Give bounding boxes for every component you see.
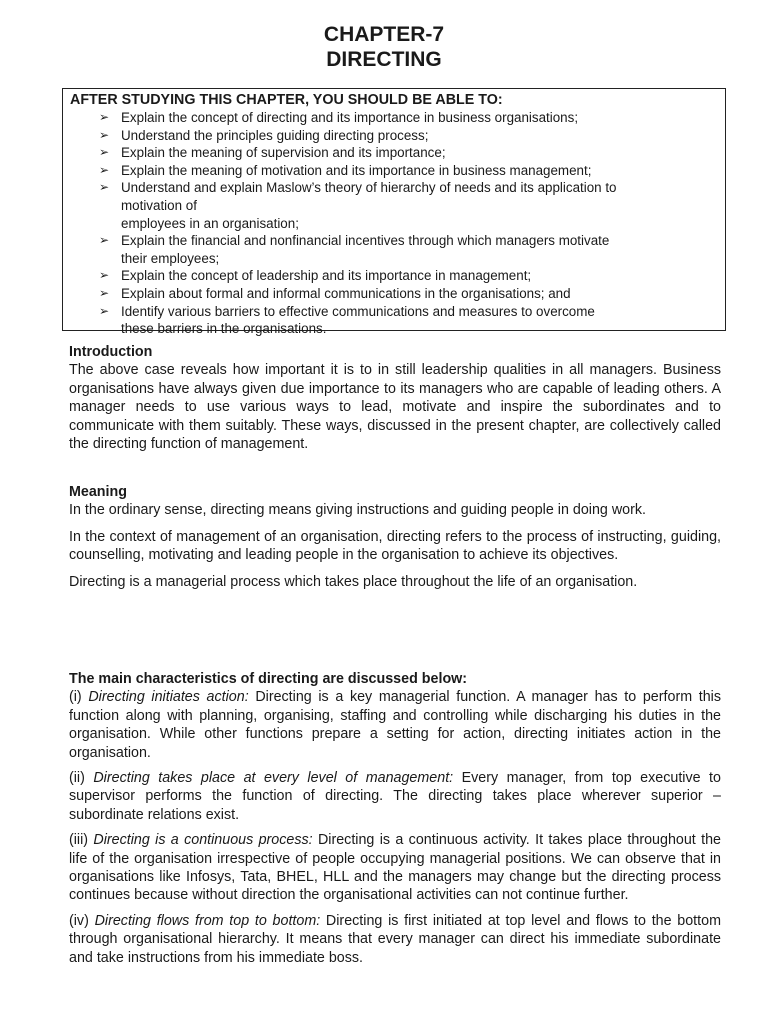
arrow-bullet-icon: ➢ (99, 233, 110, 248)
objective-text-line: motivation of (121, 197, 197, 213)
characteristic-number: (iii) (69, 832, 94, 849)
learning-objectives-box (62, 88, 726, 337)
characteristics-heading: The main characteristics of directing are discussed below: (69, 671, 468, 687)
characteristic-item (69, 912, 721, 967)
objective-item (70, 267, 717, 285)
introduction-heading: Introduction (69, 344, 153, 360)
objective-item (70, 109, 717, 127)
characteristics-list (69, 688, 721, 967)
objective-item (70, 285, 717, 303)
objective-text-line: Explain the financial and nonfinancial incentives through which managers motivate (121, 233, 610, 249)
objective-text-line: Explain the meaning of motivation and its importance in business management; (121, 162, 592, 178)
objective-text-line: Understand and explain Maslow’s theory of hierarchy of needs and its application to (121, 180, 617, 196)
characteristic-label: Directing is a continuous process: (93, 832, 313, 849)
objective-text-line: Understand the principles guiding directing process; (121, 127, 429, 143)
objective-text-line: Explain the concept of directing and its importance in business organisations; (121, 110, 579, 125)
meaning-paragraph: Directing is a managerial process which takes place throughout the life of an organisation. (69, 573, 638, 590)
objective-text-line: Explain the concept of leadership and its importance in management; (121, 268, 532, 284)
objective-text-line: their employees; (121, 250, 220, 266)
characteristic-label: Directing flows from top to bottom: (94, 912, 321, 929)
characteristic-label: Directing takes place at every level of management: (93, 770, 454, 787)
characteristic-text: Every manager, from top executive to supervisor performs the function of directing. The directing takes place wherever superior – subordinate relations exist. (69, 770, 721, 823)
meaning-paragraph: In the ordinary sense, directing means giving instructions and guiding people in doing work. (69, 502, 646, 519)
meaning-heading: Meaning (69, 484, 127, 500)
introduction-section (69, 343, 721, 453)
characteristic-number: (i) (69, 689, 89, 706)
meaning-paragraph: In the context of management of an organisation, directing refers to the process of instructing, guiding, counselling, motivating and leading people in the organisation to achieve its objectives. (69, 528, 721, 564)
introduction-paragraph: The above case reveals how important it is to in still leadership qualities in all managers. Business organisations have always given due importance to its managers who are capable of leading others. A manager needs to use various ways to lead, motivate and inspire the subordinates and to communicate with them suitably. These ways, discussed in the present chapter, are collectively called the directing function of management. (69, 362, 721, 453)
characteristic-text: Directing is first initiated at top level and flows to the bottom through organisational hierarchy. It means that every manager can direct his immediate subordinate and take instructions from his immediate boss. (69, 912, 721, 966)
chapter-number: CHAPTER-7 (323, 23, 445, 46)
characteristic-item (69, 688, 721, 762)
objective-text-line: Identify various barriers to effective communications and measures to overcome (121, 303, 595, 319)
objective-text-line: Explain about formal and informal communications in the organisations; and (121, 285, 571, 301)
objective-text-line: these barriers in the organisations. (121, 321, 327, 337)
arrow-bullet-icon: ➢ (99, 145, 110, 160)
objective-item (70, 303, 717, 338)
characteristic-label: Directing initiates action: (88, 689, 249, 706)
arrow-bullet-icon: ➢ (99, 180, 110, 195)
characteristic-text: Directing is a key managerial function. A manager has to perform this function along with planning, organising, staffing and controlling while discharging his duties in the organisation. While other functions prepare a setting for action, directing initiates action in the organisation. (69, 689, 722, 761)
arrow-bullet-icon: ➢ (99, 268, 110, 283)
objective-text-line: employees in an organisation; (121, 215, 299, 231)
characteristic-number: (ii) (69, 770, 94, 787)
objectives-title: AFTER STUDYING THIS CHAPTER, YOU SHOULD BE ABLE TO: (70, 92, 503, 108)
chapter-title: DIRECTING (326, 48, 442, 71)
objective-item (70, 127, 717, 145)
objective-item (70, 179, 717, 232)
characteristic-text: Directing is a continuous activity. It takes place throughout the life of the organisation irrespective of people occupying managerial positions. We can observe that in organisations like Infosys, Tata, BHEL, HLL and the managers may change but the directing process continues because without direction the organisational activities can not continue further. (69, 832, 721, 904)
objective-item (70, 144, 717, 162)
objective-item (70, 162, 717, 180)
arrow-bullet-icon: ➢ (99, 127, 110, 142)
arrow-bullet-icon: ➢ (99, 303, 110, 318)
characteristic-item (69, 769, 721, 824)
objectives-list (70, 109, 717, 338)
arrow-bullet-icon: ➢ (99, 110, 110, 124)
arrow-bullet-icon: ➢ (99, 285, 110, 300)
chapter-heading (0, 22, 768, 72)
arrow-bullet-icon: ➢ (99, 162, 110, 177)
objective-item (70, 232, 717, 267)
characteristic-item (69, 831, 721, 905)
characteristics-section (69, 670, 721, 967)
meaning-section (69, 483, 721, 591)
objective-text-line: Explain the meaning of supervision and its importance; (121, 145, 446, 161)
characteristic-number: (iv) (69, 912, 95, 929)
